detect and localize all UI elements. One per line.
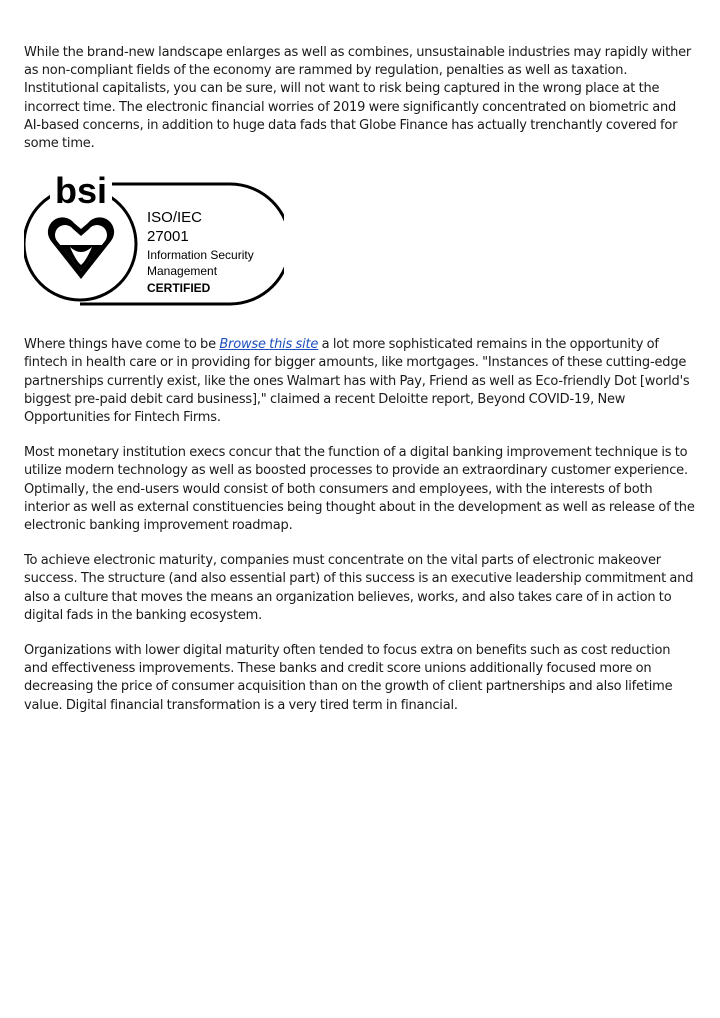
paragraph-1: While the brand-new landscape enlarges as well as combines, unsustainable industries may rapidly wither as non-compliant fields of the economy are rammed by regulation, penalties as well as taxation. Institutional capitalists, you can be sure, will not want to risk being captured in the wrong place at the incorrect time. The electronic financial worries of 2019 were significantly concentrated on biometric and AI-based concerns, in addition to huge data fads that Globe Finance has actually trenchantly covered for some time. bbox=[24, 45, 692, 152]
badge-line-certified: CERTIFIED bbox=[147, 281, 211, 296]
paragraph-3: Most monetary institution execs concur that the function of a digital banking improvement technique is to utilize modern technology as well as boosted processes to provide an extraordinary customer experience. Optimally, the end-users would consist of both consumers and employees, with the interests of both interior as well as external constituencies being thought about in the development as well as release of the electronic banking improvement roadmap. bbox=[24, 445, 695, 534]
browse-this-site-link[interactable]: Browse this site bbox=[219, 337, 319, 353]
article-body bbox=[24, 44, 696, 715]
badge-line-management: Management bbox=[147, 264, 218, 279]
bsi-kitemark-badge-graphic bbox=[24, 175, 284, 310]
bsi-logo-text: bsi bbox=[54, 175, 108, 212]
badge-line-number: 27001 bbox=[147, 228, 189, 246]
badge-line-iso: ISO/IEC bbox=[147, 209, 203, 227]
paragraph-5: Organizations with lower digital maturity often tended to focus extra on benefits such as cost reduction and effectiveness improvements. These banks and credit score unions additionally focused more on decreasing the price of consumer acquisition than on the growth of client partnerships and also lifetime value. Digital financial transformation is a very tired term in financial. bbox=[24, 643, 673, 713]
paragraph-2-start: Where things have come to be bbox=[24, 337, 220, 353]
paragraph-2-end: a lot more sophisticated remains in the opportunity of fintech in health care or in providing for bigger amounts, like mortgages. "Instances of these cutting-edge partnerships currently exist, like the ones Walmart has with Pay, Friend as well as Eco-friendly Dot [world's biggest pre-paid debit card business]," claimed a recent Deloitte report, Beyond COVID-19, New Opportunities for Fintech Firms. bbox=[24, 337, 690, 426]
badge-line-info-security: Information Security bbox=[147, 248, 254, 263]
iso-certification-badge bbox=[24, 175, 284, 310]
paragraph-2 bbox=[24, 336, 696, 427]
paragraph-4: To achieve electronic maturity, companies must concentrate on the vital parts of electronic makeover success. The structure (and also essential part) of this success is an executive leadership commitment and also a culture that moves the means an organization believes, works, and also takes care of in action to digital fads in the banking ecosystem. bbox=[24, 553, 694, 623]
